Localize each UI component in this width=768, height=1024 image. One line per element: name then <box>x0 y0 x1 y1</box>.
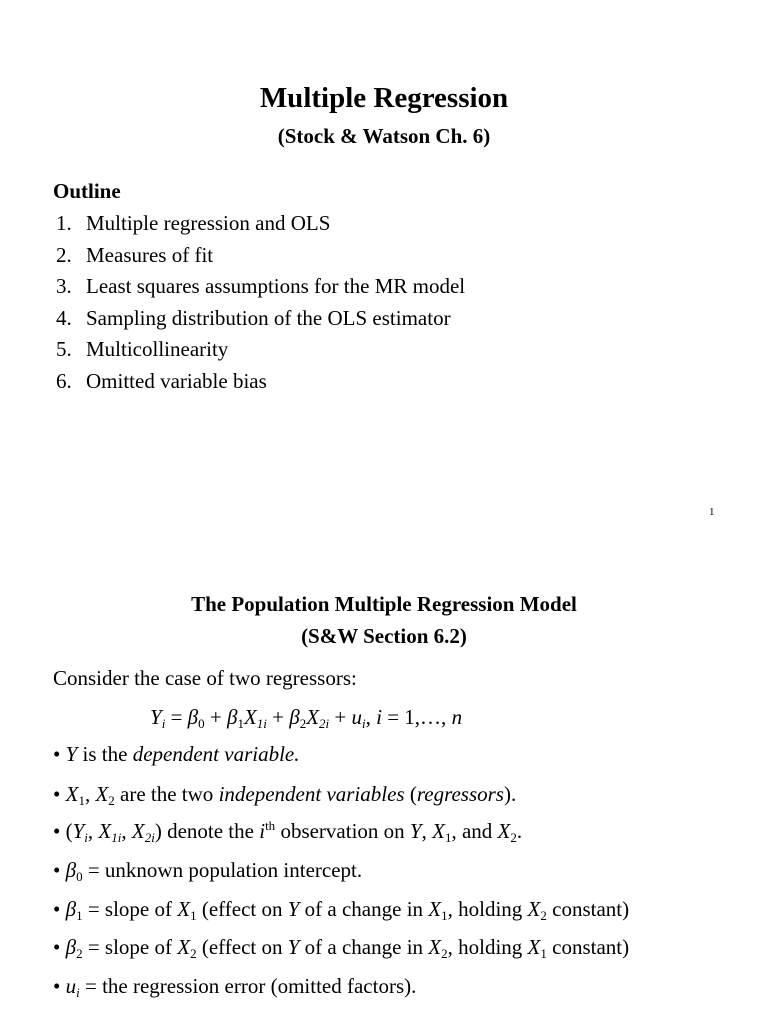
bullet-icon: • <box>53 858 61 882</box>
bullet-icon: • <box>53 897 61 921</box>
section-subtitle: (S&W Section 6.2) <box>301 624 467 648</box>
bullet-slope-x1: • $\beta_1$ = slope of $X_1$ (effect on Y of a change in $X_1$, holding $X_2$ constant) <box>53 897 630 923</box>
bullet-intercept: • $\beta_0$ = unknown population intercept. <box>53 858 363 884</box>
outline-item: 1. Multiple regression and OLS <box>56 211 331 235</box>
slide-subtitle: (Stock & Watson Ch. 6) <box>277 124 491 148</box>
bullet-error-term: • $u_i$ = the regression error (omitted factors). <box>53 974 417 1000</box>
bullet-dependent-variable: • Y is the dependent variable. <box>53 742 300 766</box>
bullet-observation: • ($Y_i$, $X_{1i}$, $X_{2i}$) denote the $i^{th}$ observation on Y, $X_1$, and $X_2$. <box>53 818 523 845</box>
outline-item: 3. Least squares assumptions for the MR model <box>56 274 466 298</box>
outline-item: 2. Measures of fit <box>56 242 214 267</box>
bullet-independent-variables: • $X_1$, $X_2$ are the two independent variables (regressors). <box>53 782 517 808</box>
section-title: The Population Multiple Regression Model <box>191 592 577 616</box>
slide-title: Multiple Regression <box>259 82 509 114</box>
bullet-slope-x2: • $\beta_2$ = slope of $X_2$ (effect on Y of a change in $X_2$, holding $X_1$ constant) <box>53 935 630 961</box>
outline-heading: Outline <box>53 179 121 203</box>
bullet-icon: • <box>53 742 61 766</box>
bullet-icon: • <box>53 819 61 843</box>
bullet-icon: • <box>53 935 61 959</box>
bullet-icon: • <box>53 782 61 806</box>
regression-equation: $Y_i = \beta_0 + \beta_1X_{1i} + \beta_2X_{2i} + u_i$, i = 1,…, n <box>150 705 463 731</box>
outline-item: 4. Sampling distribution of the OLS estimator <box>56 305 451 330</box>
outline-item: 6. Omitted variable bias <box>56 368 267 393</box>
page-number: 1 <box>709 506 715 518</box>
outline-list <box>56 208 465 397</box>
intro-text: Consider the case of two regressors: <box>53 666 357 690</box>
outline-item: 5. Multicollinearity <box>56 337 229 361</box>
bullet-icon: • <box>53 974 61 998</box>
